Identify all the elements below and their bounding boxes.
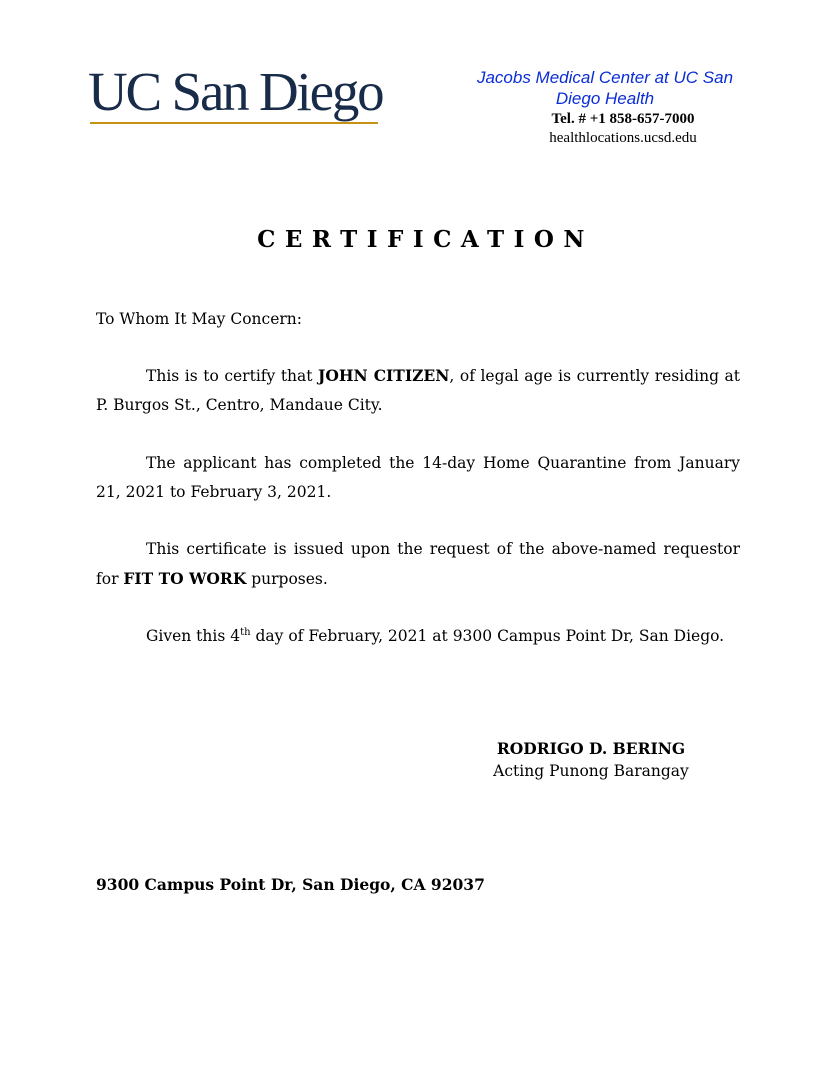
paragraph-residency-lead: This is to certify that [146,367,319,385]
logo-underline [90,122,378,124]
salutation: To Whom It May Concern: [96,310,302,328]
telephone-number: Tel. # +1 858-657-7000 [551,111,695,127]
applicant-name: JOHN CITIZEN [318,366,450,385]
logo-wordmark: UC San Diego [88,61,383,122]
signatory-position: Acting Punong Barangay [493,762,689,780]
paragraph-purpose [96,535,740,594]
paragraph-purpose-lead: This certificate is issued upon the request of the above-named requestor for [96,540,740,588]
organization-name: Jacobs Medical Center at UC San Diego Health [476,68,734,108]
contact-block [455,67,755,148]
paragraph-quarantine-text: The applicant has completed the 14-day Home Quarantine from January 21, 2021 to February 3, 2021. [96,454,740,501]
purpose-label: FIT TO WORK [123,569,247,588]
uc-san-diego-logo [88,61,383,128]
signature-block [486,738,696,782]
paragraph-given [96,622,740,651]
paragraph-given-rest: day of February, 2021 at 9300 Campus Point Dr, San Diego. [250,627,725,645]
paragraph-purpose-rest: purposes. [246,570,328,588]
paragraph-residency [96,361,740,420]
document-title: CERTIFICATION [257,226,594,253]
paragraph-residency-rest: , of legal age is currently residing at P. Burgos St., Centro, Mandaue City. [96,367,741,414]
paragraph-quarantine [96,449,740,507]
footer-address: 9300 Campus Point Dr, San Diego, CA 92037 [96,875,485,894]
ordinal-suffix: th [240,627,251,638]
signatory-name: RODRIGO D. BERING [496,739,686,758]
website-url: healthlocations.ucsd.edu [549,130,697,146]
paragraph-given-lead: Given this 4 [146,627,241,645]
